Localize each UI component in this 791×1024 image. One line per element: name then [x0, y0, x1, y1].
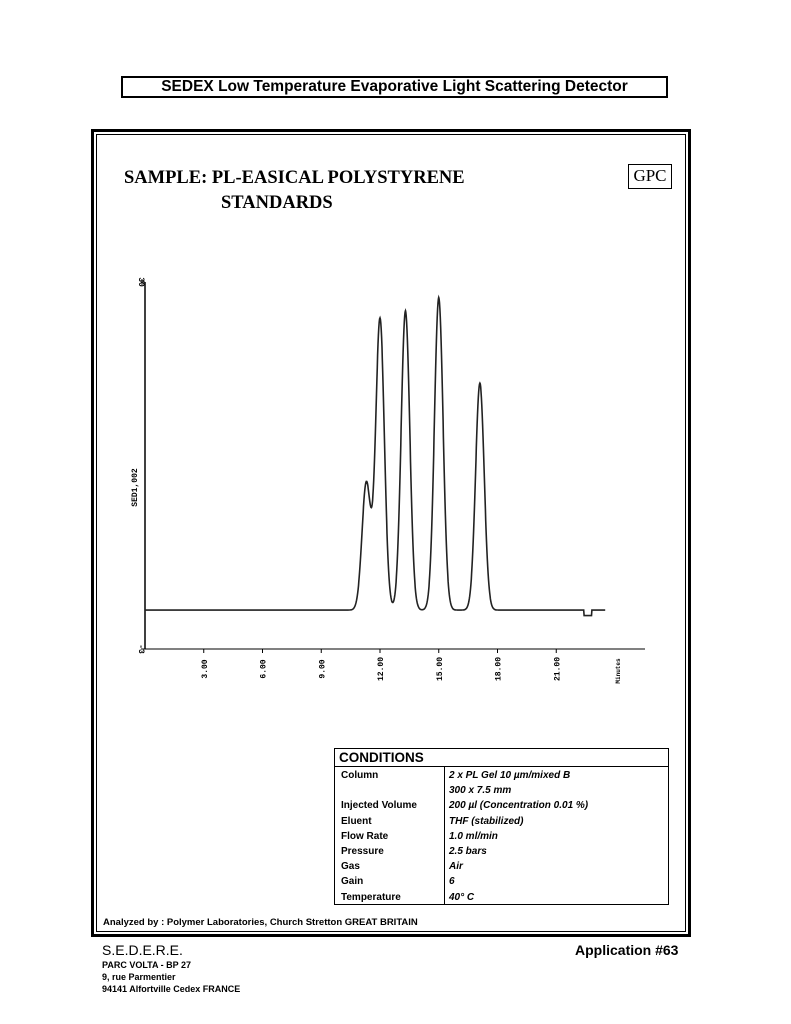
conditions-row [335, 829, 668, 844]
y-axis-label: SED1,002 [131, 468, 140, 507]
x-tick-label: 12.00 [377, 656, 386, 682]
conditions-row [335, 874, 668, 889]
x-tick-label: 21.00 [553, 656, 563, 682]
address-line: 9, rue Parmentier [102, 972, 176, 982]
condition-value: 2.5 bars [449, 846, 487, 857]
condition-value: 200 µl (Concentration 0.01 %) [449, 800, 589, 812]
conditions-row [335, 768, 668, 783]
footer-address [102, 959, 240, 995]
y-tick-label: 30 [136, 277, 145, 287]
condition-value: 6 [449, 876, 455, 888]
conditions-row [335, 859, 668, 874]
chromatogram-trace [145, 298, 605, 616]
condition-value: THF (stabilized) [449, 815, 524, 827]
condition-value: 2 x PL Gel 10 µm/mixed B [449, 770, 571, 781]
condition-label: Eluent [341, 815, 372, 827]
application-number: Application #63 [575, 942, 679, 958]
address-line: 94141 Alfortville Cedex FRANCE [102, 984, 241, 994]
chromatogram-chart [100, 270, 650, 720]
condition-label: Gas [341, 861, 360, 873]
condition-value: 1.0 ml/min [449, 830, 498, 842]
x-tick-label: 3.00 [200, 659, 210, 679]
address-line: PARC VOLTA - BP 27 [102, 960, 192, 970]
peak-point [379, 318, 381, 320]
conditions-row [335, 844, 668, 859]
conditions-row [335, 890, 668, 905]
peak-point [479, 382, 481, 384]
analyzed-by-note: Analyzed by : Polymer Laboratories, Church Stretton GREAT BRITAIN [103, 917, 418, 928]
condition-label: Pressure [341, 846, 384, 857]
footer-organization: S.E.D.E.R.E. [102, 942, 183, 958]
peak-point [438, 297, 440, 299]
condition-label: Temperature [341, 891, 401, 903]
conditions-table [334, 748, 669, 905]
x-tick-label: 9.00 [318, 659, 328, 679]
condition-value: Air [449, 861, 463, 873]
conditions-row [335, 814, 668, 829]
condition-value: 300 x 7.5 mm [449, 785, 512, 797]
document-header-title: SEDEX Low Temperature Evaporative Light Scattering Detector [121, 76, 668, 98]
sample-title [124, 166, 594, 216]
sample-title-line1: SAMPLE: PL-EASICAL POLYSTYRENE [124, 168, 465, 188]
gpc-badge: GPC [628, 164, 672, 189]
x-tick-label: 6.00 [259, 659, 269, 679]
peak-point [365, 482, 367, 484]
condition-label: Flow Rate [341, 830, 389, 842]
peak-point [405, 310, 407, 312]
x-axis-label: Minutes [615, 658, 622, 684]
x-tick-label: 15.00 [435, 656, 445, 682]
condition-value: 40° C [449, 891, 475, 903]
conditions-heading: CONDITIONS [335, 749, 668, 767]
x-tick-label: 18.00 [494, 656, 504, 682]
conditions-row [335, 798, 668, 813]
condition-label: Injected Volume [341, 800, 417, 812]
conditions-row [335, 783, 668, 798]
condition-label: Gain [341, 876, 364, 888]
condition-label: Column [341, 770, 379, 781]
sample-title-line2: STANDARDS [221, 193, 333, 213]
y-tick-label: -3 [136, 644, 145, 654]
